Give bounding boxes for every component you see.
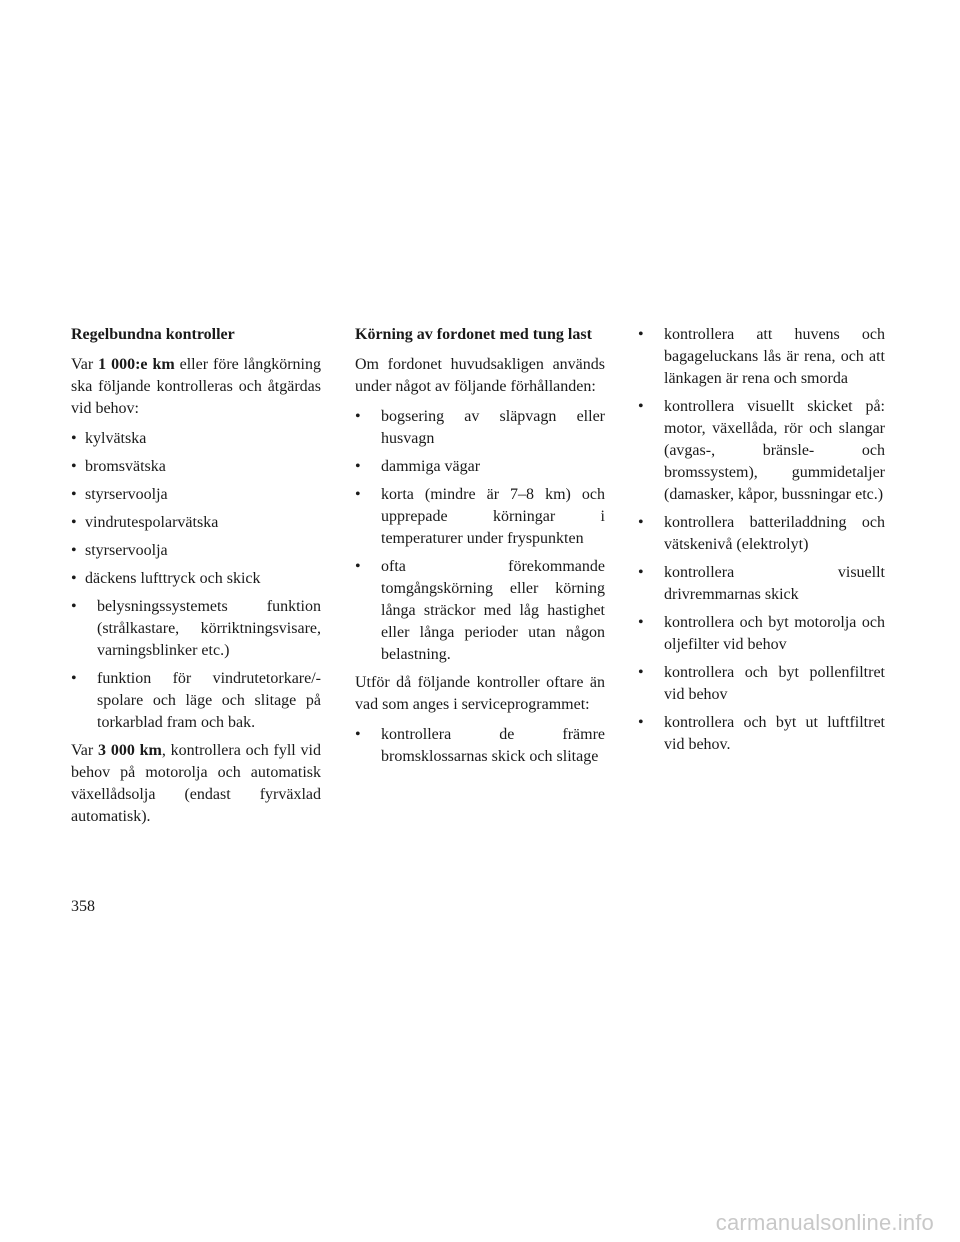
- column-left: [71, 324, 321, 836]
- list-item-text: däckens lufttryck och skick: [85, 570, 261, 587]
- watermark-link[interactable]: carmanualsonline.info: [715, 1210, 934, 1235]
- list-item-text: kontrollera och byt motorolja och oljefilter vid behov: [664, 614, 885, 653]
- list-item-text: styrservoolja: [85, 542, 168, 559]
- list-item: [71, 668, 321, 734]
- interval-3000km: 3 000 km: [98, 742, 162, 759]
- list-item-text: kontrollera att huvens och bagageluckans lås är rena, och att länkagen är rena och smorda: [664, 326, 885, 387]
- list-item: [71, 596, 321, 662]
- intro-paragraph: [71, 354, 321, 420]
- bullet: •: [638, 714, 644, 731]
- bullet: •: [355, 458, 361, 475]
- list-item-text: kontrollera och byt pollenfiltret vid behov: [664, 664, 885, 703]
- list-item-text: styrservoolja: [85, 486, 168, 503]
- list-item-text: vindrutespolarvätska: [85, 514, 219, 531]
- conditions-list: [355, 406, 605, 666]
- bullet: •: [638, 664, 644, 681]
- bullet: •: [71, 458, 77, 475]
- list-item: [638, 712, 885, 756]
- list-item: [638, 612, 885, 656]
- bullet: •: [638, 398, 644, 415]
- frequent-checks-list: [355, 724, 605, 768]
- outro-paragraph: [71, 740, 321, 828]
- list-item: [355, 724, 605, 768]
- list-item: [71, 568, 321, 590]
- list-item-text: funktion för vindrutetorkare/-spolare och läge och slitage på torkarblad fram och bak.: [97, 670, 321, 731]
- intro-post: eller före långkörning ska följande kontrolleras och åtgärdas vid behov:: [71, 356, 321, 417]
- list-item: [638, 324, 885, 390]
- list-item-text: kontrollera visuellt skicket på: motor, växellåda, rör och slangar (avgas-, bränsle- och bromssystem), gummidetaljer (damasker, kåpor, bussningar etc.): [664, 398, 885, 503]
- list-item: [638, 662, 885, 706]
- list-item-text: kontrollera visuellt drivremmarnas skick: [664, 564, 885, 603]
- bullet: •: [71, 598, 77, 615]
- list-item-text: belysningssystemets funktion (strålkastare, körriktningsvisare, varningsblinker etc.): [97, 598, 321, 659]
- bullet: •: [71, 542, 77, 559]
- list-item-text: korta (mindre är 7–8 km) och upprepade körningar i temperaturer under fryspunkten: [381, 486, 605, 547]
- list-item-text: dammiga vägar: [381, 458, 481, 475]
- list-item-text: kylvätska: [85, 430, 147, 447]
- section-heading-heavy-load: Körning av fordonet med tung last: [355, 326, 592, 343]
- intro-pre: Var: [71, 356, 99, 373]
- list-item: [71, 428, 321, 450]
- list-item-text: bromsvätska: [85, 458, 166, 475]
- bullet: •: [71, 670, 77, 687]
- list-item-text: kontrollera batteriladdning och vätskenivå (elektrolyt): [664, 514, 885, 553]
- conditions-intro: Om fordonet huvudsakligen används under något av följande förhållanden:: [355, 356, 605, 395]
- list-item: [355, 456, 605, 478]
- list-item-text: kontrollera och byt ut luftfiltret vid behov.: [664, 714, 885, 753]
- outro-pre: Var: [71, 742, 99, 759]
- list-item-text: kontrollera de främre bromsklossarnas skick och slitage: [381, 726, 605, 765]
- bullet: •: [71, 570, 77, 587]
- list-item: [638, 396, 885, 506]
- bullet: •: [355, 408, 361, 425]
- list-item: [638, 512, 885, 556]
- bullet: •: [638, 514, 644, 531]
- list-item: [71, 540, 321, 562]
- list-item-text: ofta förekommande tomgångskörning eller körning långa sträckor med låg hastighet eller långa perioder utan någon belastning.: [381, 558, 605, 663]
- bullet: •: [638, 564, 644, 581]
- bullet: •: [355, 486, 361, 503]
- bullet: •: [355, 558, 361, 575]
- frequent-checks-list-continued: [638, 324, 885, 756]
- list-item: [638, 562, 885, 606]
- perform-checks-paragraph: Utför då följande kontroller oftare än vad som anges i serviceprogrammet:: [355, 674, 605, 713]
- bullet: •: [638, 614, 644, 631]
- check-list-1: [71, 428, 321, 734]
- column-right: [638, 324, 885, 762]
- bullet: •: [71, 514, 77, 531]
- bullet: •: [71, 430, 77, 447]
- list-item: [71, 456, 321, 478]
- list-item: [355, 406, 605, 450]
- interval-1000km: 1 000:e km: [98, 356, 175, 373]
- section-heading-regular-checks: Regelbundna kontroller: [71, 326, 235, 343]
- list-item: [71, 512, 321, 534]
- bullet: •: [355, 726, 361, 743]
- column-middle: [355, 324, 605, 774]
- bullet: •: [71, 486, 77, 503]
- page-number: 358: [71, 898, 95, 915]
- outro-post: , kontrollera och fyll vid behov på motorolja och automatisk växellådsolja (endast fyrväxlad automatisk).: [71, 742, 321, 825]
- list-item: [355, 484, 605, 550]
- bullet: •: [638, 326, 644, 343]
- list-item: [355, 556, 605, 666]
- list-item-text: bogsering av släpvagn eller husvagn: [381, 408, 605, 447]
- list-item: [71, 484, 321, 506]
